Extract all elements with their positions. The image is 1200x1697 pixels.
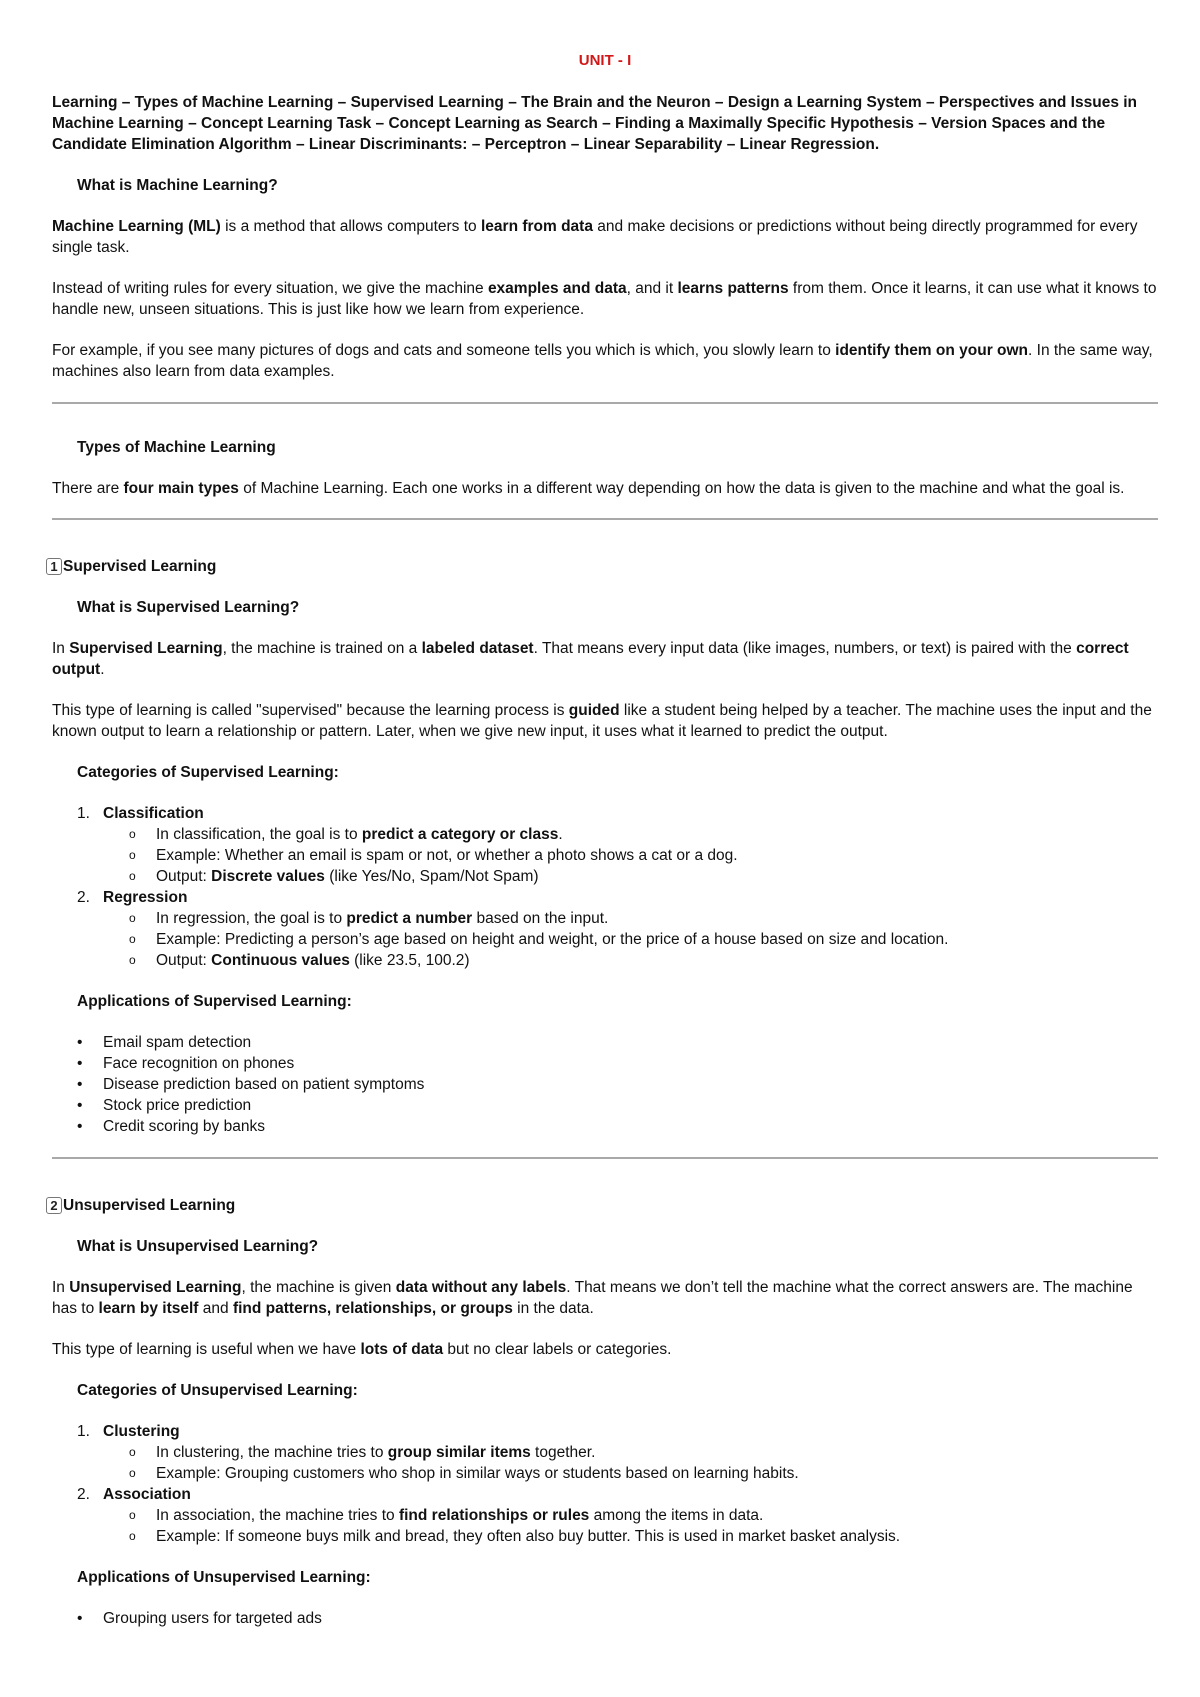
number-badge-1: 1 (46, 558, 62, 575)
heading-what-is-ml: What is Machine Learning? (77, 177, 278, 194)
types-paragraph: There are four main types of Machine Learning. Each one works in a different way depending on how the data is given to the machine and what the goal is. (52, 480, 1125, 497)
list-item: o In clustering, the machine tries to group similar items together. (129, 1444, 596, 1461)
supervised-applications-list (52, 1032, 1158, 1137)
divider (52, 518, 1158, 520)
heading-supervised-categories: Categories of Supervised Learning: (77, 764, 339, 781)
list-item: • Email spam detection (77, 1034, 252, 1051)
list-item: 1. Classification (77, 805, 204, 822)
list-item: • Grouping users for targeted ads (77, 1610, 322, 1627)
list-item: o Output: Continuous values (like 23.5, 100.2) (129, 952, 470, 969)
section-supervised: 1 Supervised Learning (52, 556, 1158, 577)
list-item: 2. Association (77, 1486, 191, 1503)
list-item: 1. Clustering (77, 1423, 180, 1440)
list-item: o Example: Whether an email is spam or not, or whether a photo shows a cat or a dog. (129, 847, 738, 864)
list-item: o Example: Predicting a person’s age based on height and weight, or the price of a house based on size and location. (129, 931, 949, 948)
list-item: • Disease prediction based on patient symptoms (77, 1076, 425, 1093)
supervised-paragraph-1: In Supervised Learning, the machine is trained on a labeled dataset. That means every input data (like images, numbers, or text) is paired with the correct output. (52, 640, 1129, 678)
supervised-paragraph-2: This type of learning is called "supervised" because the learning process is guided like a student being helped by a teacher. The machine uses the input and the known output to learn a relationship or pattern. Later, when we give new input, it uses what it learned to predict the output. (52, 702, 1152, 740)
document-page (52, 50, 1158, 1629)
heading-supervised-applications: Applications of Supervised Learning: (77, 993, 352, 1010)
list-item: o In classification, the goal is to predict a category or class. (129, 826, 563, 843)
list-item: o In regression, the goal is to predict a number based on the input. (129, 910, 609, 927)
supervised-categories-list (52, 803, 1158, 971)
list-item: o Example: Grouping customers who shop in similar ways or students based on learning habits. (129, 1465, 799, 1482)
syllabus-topics: Learning – Types of Machine Learning – Supervised Learning – The Brain and the Neuron – Design a Learning System – Perspectives and Issues in Machine Learning – Concept Learning Task – Concept Learning as Search – Finding a Maximally Specific Hypothesis – Version Spaces and the Candidate Elimination Algorithm – Linear Discriminants: – Perceptron – Linear Separability – Linear Regression. (52, 94, 1138, 153)
heading-unsupervised-categories: Categories of Unsupervised Learning: (77, 1382, 358, 1399)
ml-paragraph-2: Instead of writing rules for every situation, we give the machine examples and data, and it learns patterns from them. Once it learns, it can use what it knows to handle new, unseen situations. This is just like how we learn from experience. (52, 280, 1157, 318)
unsupervised-applications-list (52, 1608, 1158, 1629)
unsupervised-paragraph-2: This type of learning is useful when we have lots of data but no clear labels or categories. (52, 1341, 672, 1358)
ml-paragraph-3: For example, if you see many pictures of dogs and cats and someone tells you which is which, you slowly learn to identify them on your own. In the same way, machines also learn from data examples. (52, 342, 1153, 380)
number-badge-2: 2 (46, 1197, 62, 1214)
list-item: • Stock price prediction (77, 1097, 252, 1114)
list-item: • Credit scoring by banks (77, 1118, 265, 1135)
heading-what-is-unsupervised: What is Unsupervised Learning? (77, 1238, 319, 1255)
heading-unsupervised-applications: Applications of Unsupervised Learning: (77, 1569, 371, 1586)
unit-title: UNIT - I (578, 52, 632, 69)
list-item: 2. Regression (77, 889, 188, 906)
ml-paragraph-1: Machine Learning (ML) is a method that allows computers to learn from data and make decisions or predictions without being directly programmed for every single task. (52, 218, 1138, 256)
unsupervised-categories-list (52, 1421, 1158, 1547)
list-item: o Output: Discrete values (like Yes/No, Spam/Not Spam) (129, 868, 539, 885)
divider (52, 402, 1158, 404)
list-item: o In association, the machine tries to find relationships or rules among the items in data. (129, 1507, 764, 1524)
section-unsupervised: 2 Unsupervised Learning (52, 1195, 1158, 1216)
list-item: o Example: If someone buys milk and bread, they often also buy butter. This is used in market basket analysis. (129, 1528, 901, 1545)
unsupervised-paragraph-1: In Unsupervised Learning, the machine is given data without any labels. That means we don’t tell the machine what the correct answers are. The machine has to learn by itself and find patterns, relationships, or groups in the data. (52, 1279, 1133, 1317)
heading-types: Types of Machine Learning (77, 439, 276, 456)
divider (52, 1157, 1158, 1159)
heading-what-is-supervised: What is Supervised Learning? (77, 599, 300, 616)
list-item: • Face recognition on phones (77, 1055, 295, 1072)
